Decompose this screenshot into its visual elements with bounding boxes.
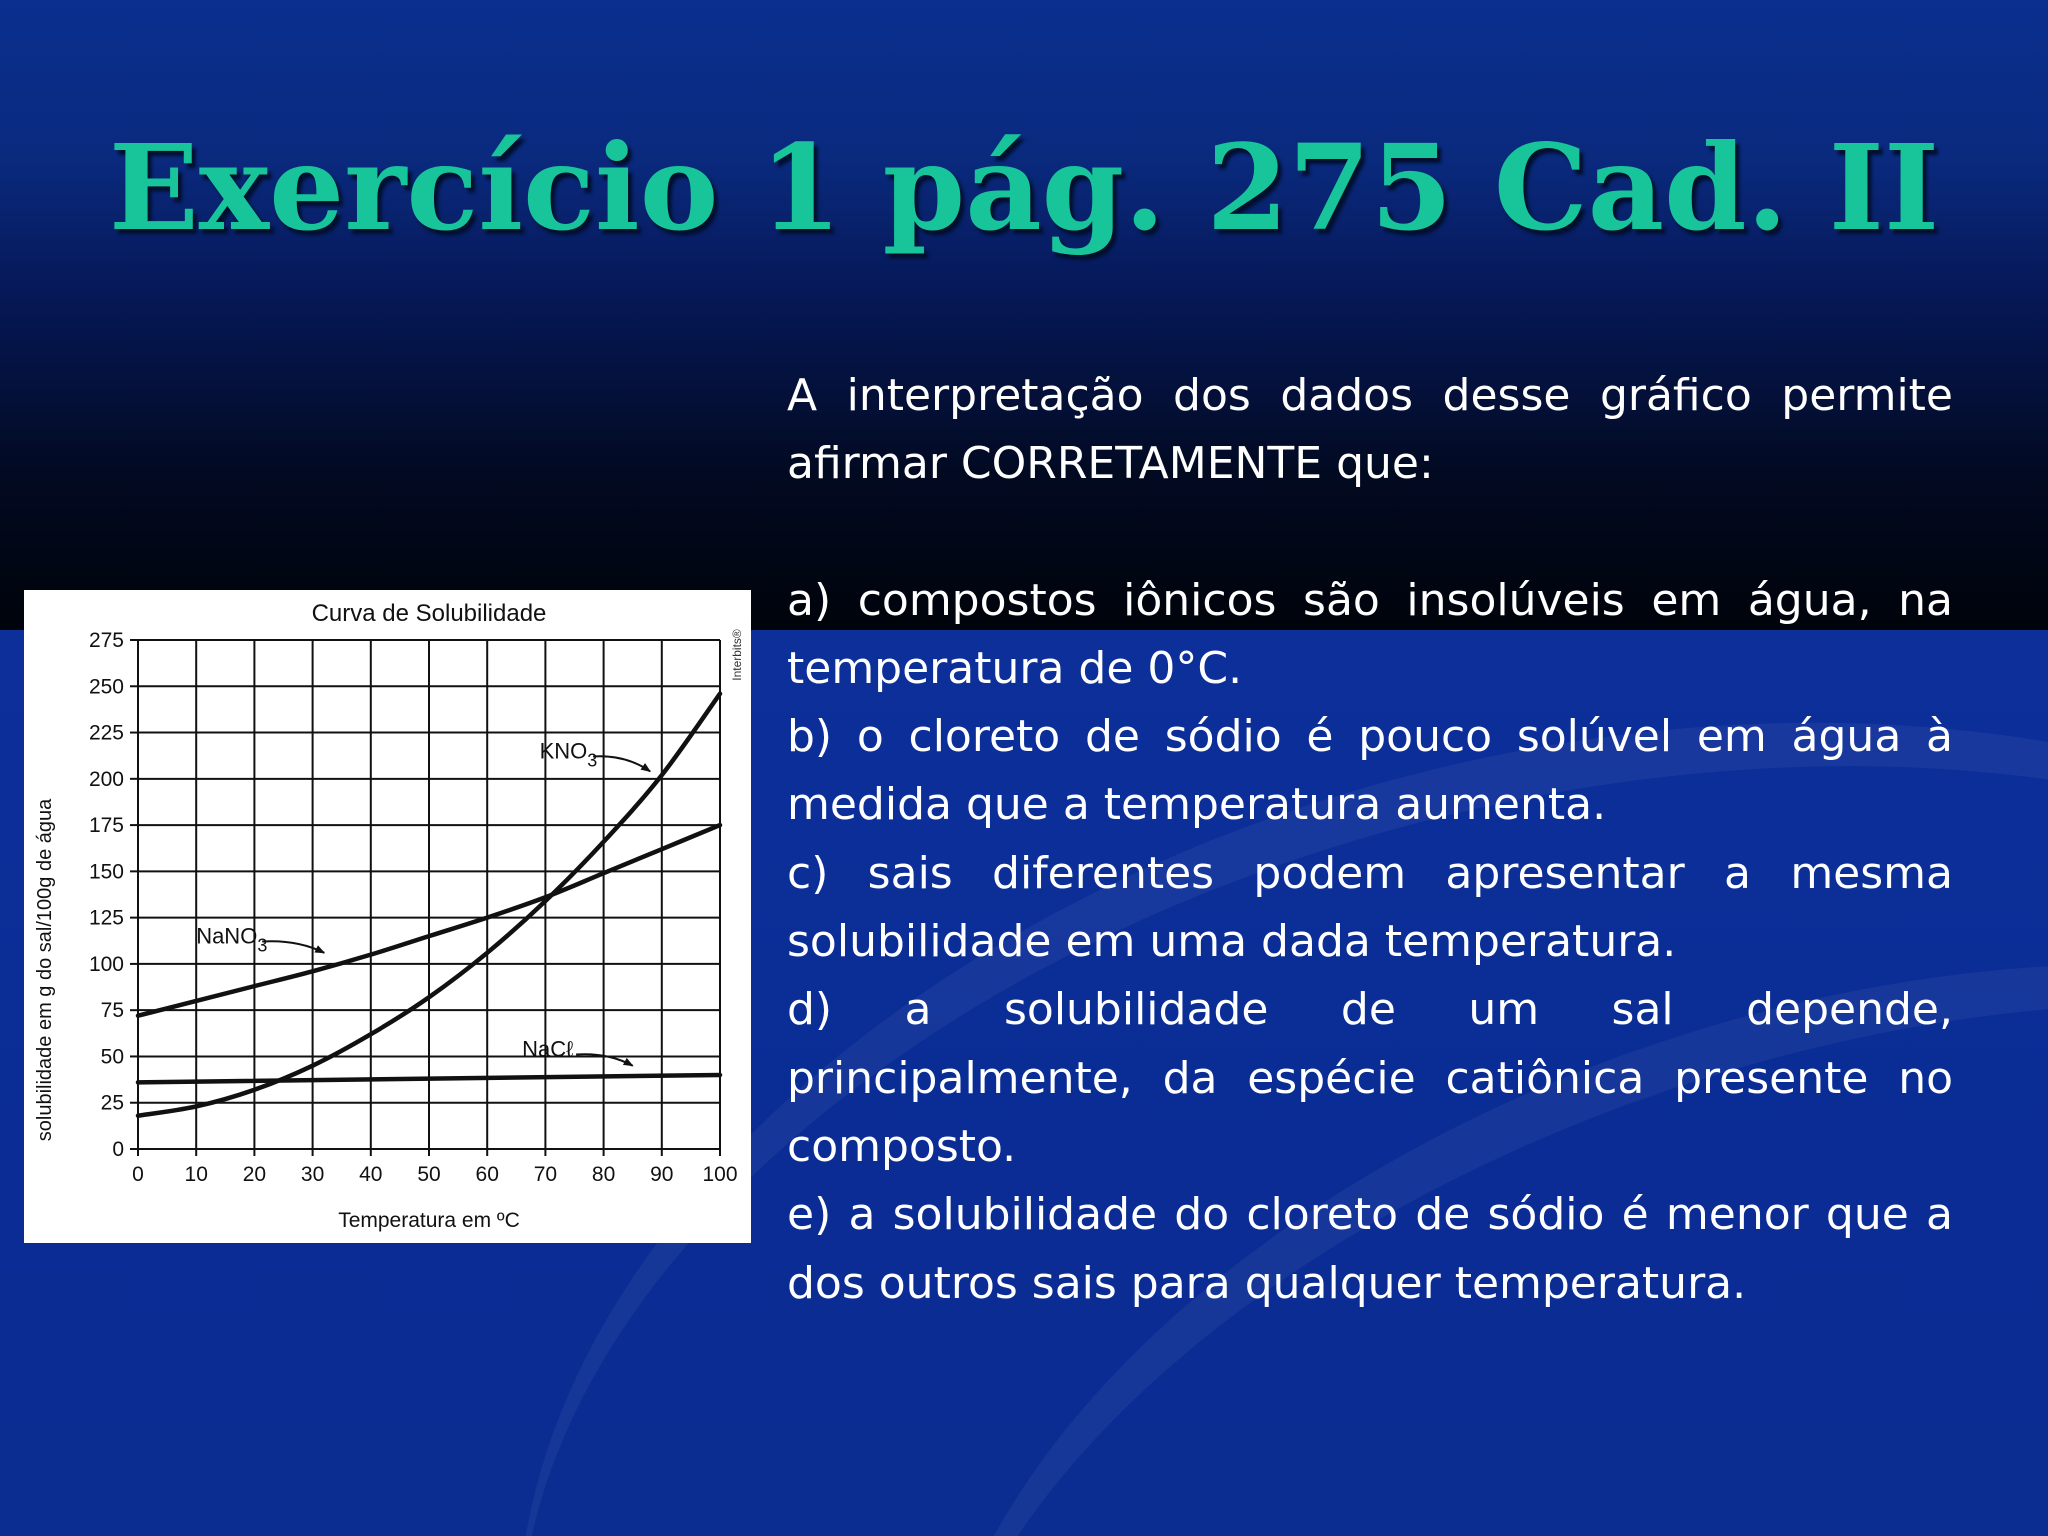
x-tick-label: 70 — [533, 1163, 558, 1186]
x-tick-label: 80 — [591, 1163, 616, 1186]
y-tick-label: 225 — [88, 721, 124, 745]
option-d: d) a solubilidade de um sal depende, principalmente, da espécie catiônica presente no composto. — [787, 984, 1953, 1172]
chart-title: Curva de Solubilidade — [311, 600, 547, 627]
solubility-chart — [24, 590, 751, 1243]
option-e: e) a solubilidade do cloreto de sódio é menor que a dos outros sais para qualquer temperatura. — [787, 1189, 1953, 1309]
question-text — [787, 362, 1953, 1318]
x-tick-label: 60 — [475, 1163, 499, 1186]
y-axis-label: solubilidade em g do sal/100g de água — [34, 798, 56, 1142]
series-label-kno3: $KNO_3$ — [539, 738, 598, 771]
x-tick-label: 90 — [650, 1163, 674, 1186]
y-tick-label: 150 — [88, 860, 124, 884]
option-a: a) compostos iônicos são insolúveis em água, na temperatura de 0°C. — [787, 574, 1953, 694]
series-label-arrow-nano3 — [262, 941, 324, 953]
x-tick-label: 40 — [359, 1163, 383, 1186]
y-tick-label: 0 — [112, 1138, 124, 1161]
y-tick-label: 125 — [88, 906, 124, 930]
y-tick-label: 275 — [88, 629, 124, 652]
x-tick-label: 20 — [242, 1163, 267, 1186]
series-label-nano3: NaNO$_3$ — [196, 923, 268, 956]
chart-labels — [196, 738, 650, 1065]
y-tick-label: 200 — [88, 767, 124, 791]
question-intro: A interpretação dos dados desse gráfico permite afirmar CORRETAMENTE que: — [787, 370, 1953, 490]
x-axis-label: Temperatura em ºC — [338, 1209, 520, 1232]
y-tick-label: 75 — [100, 999, 124, 1023]
y-tick-label: 175 — [88, 814, 124, 838]
x-tick-label: 10 — [184, 1163, 208, 1186]
y-tick-label: 100 — [88, 952, 124, 976]
chart-canvas — [24, 590, 751, 1243]
x-tick-label: 30 — [300, 1163, 325, 1186]
option-b: b) o cloreto de sódio é pouco solúvel em água à medida que a temperatura aumenta. — [787, 711, 1953, 831]
option-c: c) sais diferentes podem apresentar a mesma solubilidade em uma dada temperatura. — [787, 847, 1953, 968]
y-tick-label: 50 — [100, 1045, 124, 1069]
chart-grid — [138, 640, 720, 1149]
x-tick-label: 100 — [702, 1163, 738, 1186]
y-tick-label: 250 — [88, 675, 124, 699]
chart-credit: Interbits® — [730, 629, 744, 681]
series-label-nac: NaCℓ — [522, 1036, 574, 1062]
slide-title: Exercício 1 pág. 275 Cad. II — [108, 118, 1940, 257]
y-tick-label: 25 — [100, 1091, 124, 1115]
x-tick-label: 50 — [417, 1163, 441, 1186]
series-label-arrow-kno3 — [593, 756, 650, 771]
x-tick-label: 0 — [132, 1163, 144, 1186]
